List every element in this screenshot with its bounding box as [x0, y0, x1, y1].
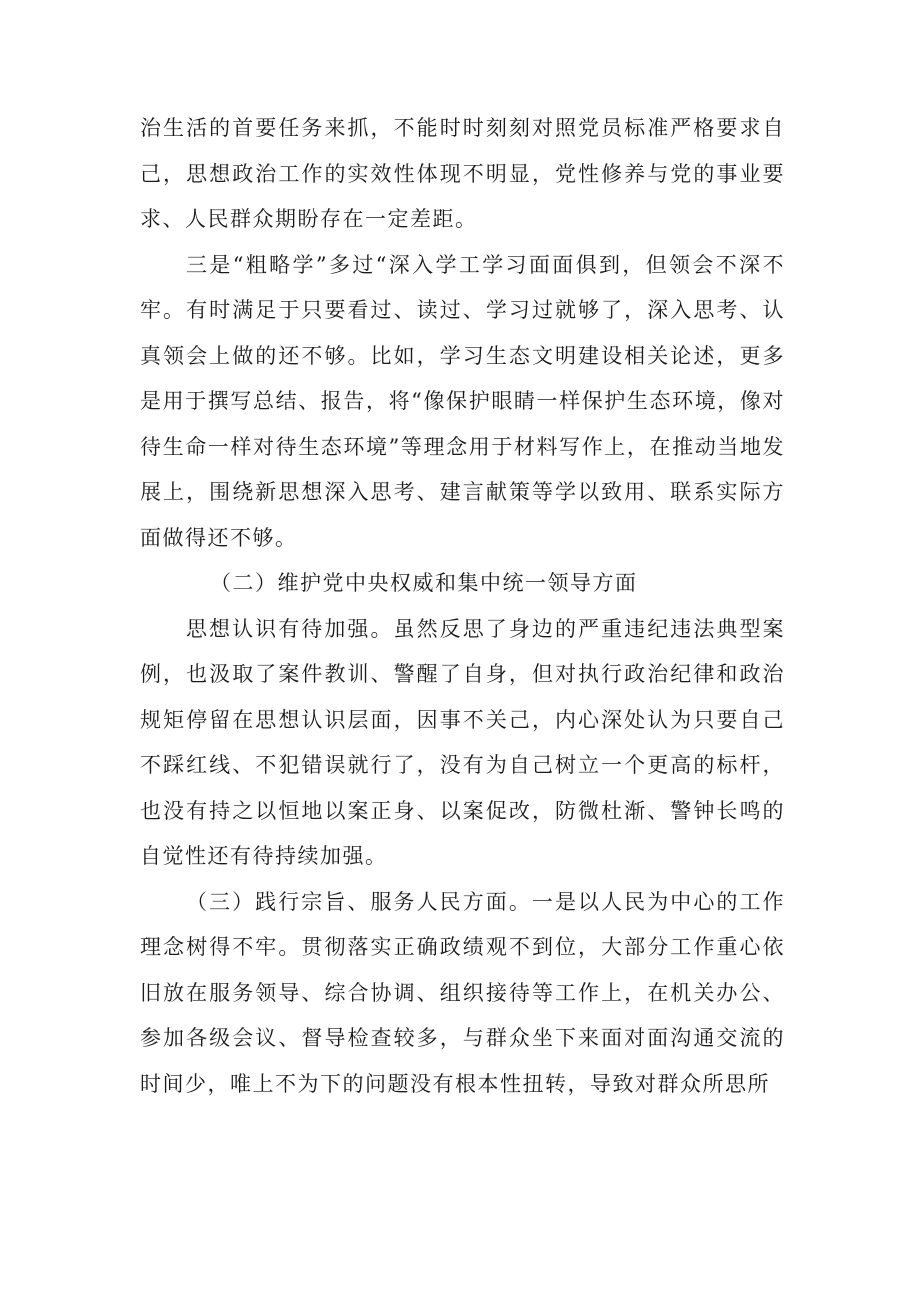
paragraph-section-three: （三）践行宗旨、服务人民方面。一是以人民为中心的工作理念树得不牢。贯彻落实正确政绩观不到位，大部分工作重心依旧放在服务领导、综合协调、组织接待等工作上，在机关办公、参加各级会议、督导检查较多，与群众坐下来面对面沟通交流的时间少，唯上不为下的问题没有根本性扭转，导致对群众所思所: [140, 889, 785, 1096]
section-heading-two: （二）维护党中央权威和集中统一领导方面: [210, 571, 638, 595]
document-body: [140, 106, 785, 1107]
paragraph-study: 三是“粗略学”多过“深入学工学习面面俱到，但领会不深不牢。有时满足于只要看过、读过、学习过就够了，深入思考、认真领会上做的还不够。比如，学习生态文明建设相关论述，更多是用于撰写总结、报告，将“像保护眼睛一样保护生态环境，像对待生命一样对待生态环境”等理念用于材料写作上，在推动当地发展上，围绕新思想深入思考、建言献策等学以致用、联系实际方面做得还不够。: [140, 252, 785, 550]
paragraph-awareness: 思想认识有待加强。虽然反思了身边的严重违纪违法典型案例，也汲取了案件教训、警醒了自身，但对执行政治纪律和政治规矩停留在思想认识层面，因事不关己，内心深处认为只要自己不踩红线、不犯错误就行了，没有为自己树立一个更高的标杆，也没有持之以恒地以案正身、以案促改，防微杜渐、警钟长鸣的自觉性还有待持续加强。: [140, 616, 785, 868]
paragraph-continuation: 治生活的首要任务来抓，不能时时刻刻对照党员标准严格要求自己，思想政治工作的实效性体现不明显，党性修养与党的事业要求、人民群众期盼存在一定差距。: [140, 116, 785, 231]
